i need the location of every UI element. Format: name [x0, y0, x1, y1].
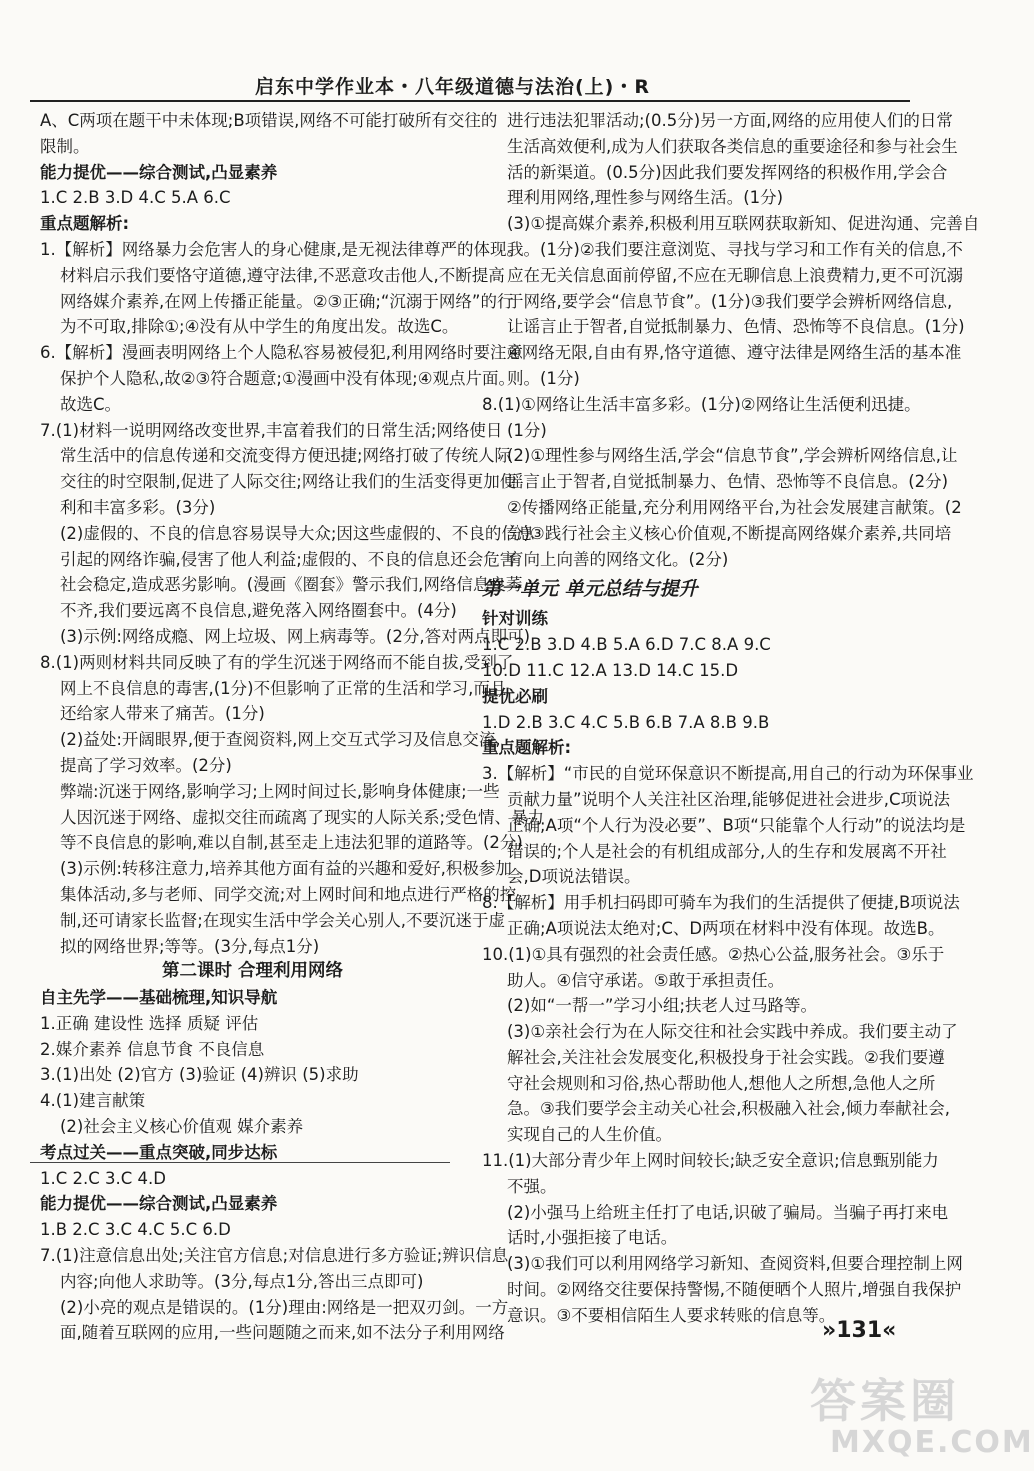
text-line: 正确;A项“个人行为没必要”、B项“只能靠个人行动”的说法均是 [507, 815, 966, 835]
text-line: A、C两项在题干中未体现;B项错误,网络不可能打破所有交往的 [40, 111, 498, 130]
text-line: 理利用网络,理性参与网络生活。(1分) [507, 188, 784, 208]
text-line: (2)①理性参与网络生活,学会“信息节食”,学会辨析网络信息,让 [507, 446, 958, 466]
text-line: 人因沉迷于网络、虚拟交往而疏离了现实的人际关系;受色情、暴力 [60, 807, 545, 827]
text-line: 活的新渠道。(0.5分)因此我们要发挥网络的积极作用,学会合 [507, 162, 948, 182]
text-line: 8.(1)①网络让生活丰富多彩。(1分)②网络让生活便利迅捷。 [482, 394, 921, 414]
page-number-arrows-right: « [882, 1318, 897, 1343]
text-line: 集体活动,多与老师、同学交流;对上网时间和地点进行严格的控 [60, 884, 517, 904]
text-line: 重点题解析: [40, 214, 130, 234]
text-line: 还给家人带来了痛苦。(1分) [60, 704, 265, 724]
text-line: 网络媒介素养,在网上传播正能量。②③正确;“沉溺于网络”的行 [60, 291, 514, 311]
text-line: (3)示例:网络成瘾、网上垃圾、网上病毒等。(2分,答对两点即可) [60, 626, 531, 646]
text-line: 1.C 2.B 3.D 4.B 5.A 6.D 7.C 8.A 9.C [482, 635, 771, 655]
divider-line [30, 1162, 450, 1163]
text-line: 1.【解析】网络暴力会危害人的身心健康,是无视法律尊严的体现。 [40, 239, 523, 259]
text-line: 会,D项说法错误。 [507, 867, 641, 887]
watermark-text: 答案圈 [810, 1374, 960, 1428]
text-line: 7.(1)注意信息出处;关注官方信息;对信息进行多方验证;辨识信息 [40, 1246, 509, 1266]
text-line: 网上不良信息的毒害,(1分)不但影响了正常的生活和学习,而且 [60, 678, 507, 698]
text-line: 能力提优——综合测试,凸显素养 [40, 162, 278, 182]
text-line: 内容;向他人求助等。(3分,每点1分,答出三点即可) [60, 1271, 424, 1291]
text-line: 等不良信息的影响,难以自制,甚至走上违法犯罪的道路等。(2分) [60, 833, 523, 853]
right-column [482, 108, 980, 1329]
text-line: 谣言止于智者,自觉抵制暴力、色情、恐怖等不良信息。(2分) [507, 472, 949, 492]
text-line: ②传播网络正能量,充分利用网络平台,为社会发展建言献策。(2 [507, 497, 962, 517]
text-line: (1分) [507, 420, 547, 440]
text-line: 进行违法犯罪活动;(0.5分)另一方面,网络的应用使人们的日常 [507, 111, 953, 130]
text-line: 贡献力量”说明个人关注社区治理,能够促进社会进步,C项说法 [507, 789, 951, 809]
text-line: 意识。③不要相信陌生人要求转账的信息等。 [507, 1305, 836, 1325]
text-line: 制,还可请家长监督;在现实生活中学会关心别人,不要沉迷于虚 [60, 910, 506, 930]
text-line: 育向上向善的网络文化。(2分) [507, 549, 729, 569]
text-line: (3)①提高媒介素养,积极利用互联网获取新知、促进沟通、完善自 [507, 214, 980, 234]
text-line: 不强。 [507, 1176, 557, 1196]
text-line: 1.D 2.B 3.C 4.C 5.B 6.B 7.A 8.B 9.B [482, 712, 770, 732]
text-line: 为不可取,排除①;④没有从中学生的角度出发。故选C。 [60, 317, 459, 337]
text-line: (2)社会主义核心价值观 媒介素养 [60, 1117, 304, 1137]
text-line: ④网络无限,自由有界,恪守道德、遵守法律是网络生活的基本准 [507, 343, 962, 363]
text-line: 2.媒介素养 信息节食 不良信息 [40, 1039, 265, 1059]
text-line: (3)①亲社会行为在人际交往和社会实践中养成。我们要主动了 [507, 1022, 958, 1042]
text-line: 提高了学习效率。(2分) [60, 755, 232, 775]
page-number [822, 1318, 896, 1343]
text-line: (3)①我们可以利用网络学习新知、查阅资料,但要合理控制上网 [507, 1254, 963, 1274]
text-line: 引起的网络诈骗,侵害了他人利益;虚假的、不良的信息还会危害 [60, 549, 517, 569]
text-line: 社会稳定,造成恶劣影响。(漫画《圈套》警示我们,网络信息良莠 [60, 575, 523, 595]
text-line: 限制。 [40, 136, 90, 156]
text-line: 错误的;个人是社会的有机组成部分,人的生存和发展离不开社 [507, 841, 947, 861]
watermark-url: MXQE.COM [830, 1425, 1034, 1460]
running-header [30, 72, 910, 102]
text-line: 助人。④信守承诺。⑤敢于承担责任。 [507, 970, 785, 990]
watermark-logo [800, 1365, 1034, 1465]
text-line: 7.(1)材料一说明网络改变世界,丰富着我们的日常生活;网络使日 [40, 420, 503, 440]
text-line: (2)益处:开阔眼界,便于查阅资料,网上交互式学习及信息交流, [60, 730, 501, 750]
text-line: 守社会规则和习俗,热心帮助他人,想他人之所想,急他人之所 [507, 1073, 936, 1093]
text-line: 1.B 2.C 3.C 4.C 5.C 6.D [40, 1220, 231, 1240]
text-line: 常生活中的信息传递和交流变得方便迅捷;网络打破了传统人际 [60, 446, 512, 466]
text-line: 6.【解析】漫画表明网络上个人隐私容易被侵犯,利用网络时要注意 [40, 343, 523, 363]
text-line: 11.(1)大部分青少年上网时间较长;缺乏安全意识;信息甄别能力 [482, 1151, 939, 1171]
text-line: 4.(1)建言献策 [40, 1091, 146, 1111]
text-line: (2)虚假的、不良的信息容易误导大众;因这些虚假的、不良的信息 [60, 523, 535, 543]
text-line: 话时,小强拒接了电话。 [507, 1228, 678, 1248]
text-line: 自主先学——基础梳理,知识导航 [40, 988, 278, 1008]
page-number-arrows-left: » [822, 1318, 837, 1343]
text-line: 我。(1分)②我们要注意浏览、寻找与学习和工作有关的信息,不 [507, 239, 963, 259]
text-line: 解社会,关注社会发展变化,积极投身于社会实践。②我们要遵 [507, 1047, 945, 1067]
text-line: 急。③我们要学会主动关心社会,积极融入社会,倾力奉献社会, [507, 1099, 951, 1119]
text-line: (3)示例:转移注意力,培养其他方面有益的兴趣和爱好,积极参加 [60, 859, 512, 879]
text-line: 材料启示我们要恪守道德,遵守法律,不恶意攻击他人,不断提高 [60, 265, 505, 285]
text-line: 3.(1)出处 (2)官方 (3)验证 (4)辨识 (5)求助 [40, 1065, 359, 1085]
text-line: 保护个人隐私,故②③符合题意;①漫画中没有体现;④观点片面。 [60, 368, 516, 388]
text-line: 考点过关——重点突破,同步达标 [40, 1142, 278, 1162]
text-line: 10.D 11.C 12.A 13.D 14.C 15.D [482, 660, 739, 680]
text-line: 1.C 2.B 3.D 4.C 5.A 6.C [40, 188, 231, 208]
text-line: 1.正确 建设性 选择 质疑 评估 [40, 1013, 259, 1033]
text-line: 8.(1)两则材料共同反映了有的学生沉迷于网络而不能自拔,受到了 [40, 652, 514, 672]
text-line: 针对训练 [482, 609, 548, 629]
text-line: 分)③践行社会主义核心价值观,不断提高网络媒介素养,共同培 [507, 523, 952, 543]
text-line: 10.(1)①具有强烈的社会责任感。②热心公益,服务社会。③乐于 [482, 944, 945, 964]
text-line: 应在无关信息面前停留,不应在无聊信息上浪费精力,更不可沉溺 [507, 265, 963, 285]
page-number-value: 131 [836, 1318, 883, 1343]
text-line: (2)小亮的观点是错误的。(1分)理由:网络是一把双刃剑。一方 [60, 1297, 509, 1317]
text-line: 8.【解析】用手机扫码即可骑车为我们的生活提供了便捷,B项说法 [482, 893, 960, 913]
text-line: 弊端:沉迷于网络,影响学习;上网时间过长,影响身体健康;一些 [60, 781, 500, 801]
text-line: 利和丰富多彩。(3分) [60, 497, 216, 517]
header-title: 启东中学作业本・八年级道德与法治(上)・R [255, 76, 650, 98]
text-line: 能力提优——综合测试,凸显素养 [40, 1194, 278, 1214]
text-line: 提优必刷 [482, 686, 548, 706]
text-line: 让谣言止于智者,自觉抵制暴力、色情、恐怖等不良信息。(1分) [507, 317, 965, 337]
text-line: 第二课时 合理利用网络 [161, 961, 344, 982]
text-line: 第一单元 单元总结与提升 [482, 578, 698, 601]
text-line: 3.【解析】“市民的自觉环保意识不断提高,用自己的行动为环保事业 [482, 764, 974, 784]
text-line: 正确;A项说法太绝对;C、D两项在材料中没有体现。故选B。 [507, 918, 945, 938]
text-line: 生活高效便利,成为人们获取各类信息的重要途径和参与社会生 [507, 136, 958, 156]
text-line: 面,随着互联网的应用,一些问题随之而来,如不法分子利用网络 [60, 1323, 505, 1343]
text-line: 交往的时空限制,促进了人际交往;网络让我们的生活变得更加便 [60, 472, 517, 492]
text-line: 不齐,我们要远离不良信息,避免落入网络圈套中。(4分) [60, 601, 457, 621]
text-line: (2)如“一帮一”学习小组;扶老人过马路等。 [507, 996, 818, 1016]
text-line: 则。(1分) [507, 368, 580, 388]
text-line: (2)小强马上给班主任打了电话,识破了骗局。当骗子再打来电 [507, 1202, 949, 1222]
text-line: 时间。②网络交往要保持警惕,不随便晒个人照片,增强自我保护 [507, 1280, 962, 1300]
text-line: 1.C 2.C 3.C 4.D [40, 1168, 166, 1188]
text-line: 拟的网络世界;等等。(3分,每点1分) [60, 936, 320, 956]
text-line: 实现自己的人生价值。 [507, 1125, 672, 1145]
text-line: 故选C。 [60, 394, 122, 414]
text-line: 于网络,要学会“信息节食”。(1分)③我们要学会辨析网络信息, [507, 291, 953, 311]
text-line: 重点题解析: [482, 738, 572, 758]
